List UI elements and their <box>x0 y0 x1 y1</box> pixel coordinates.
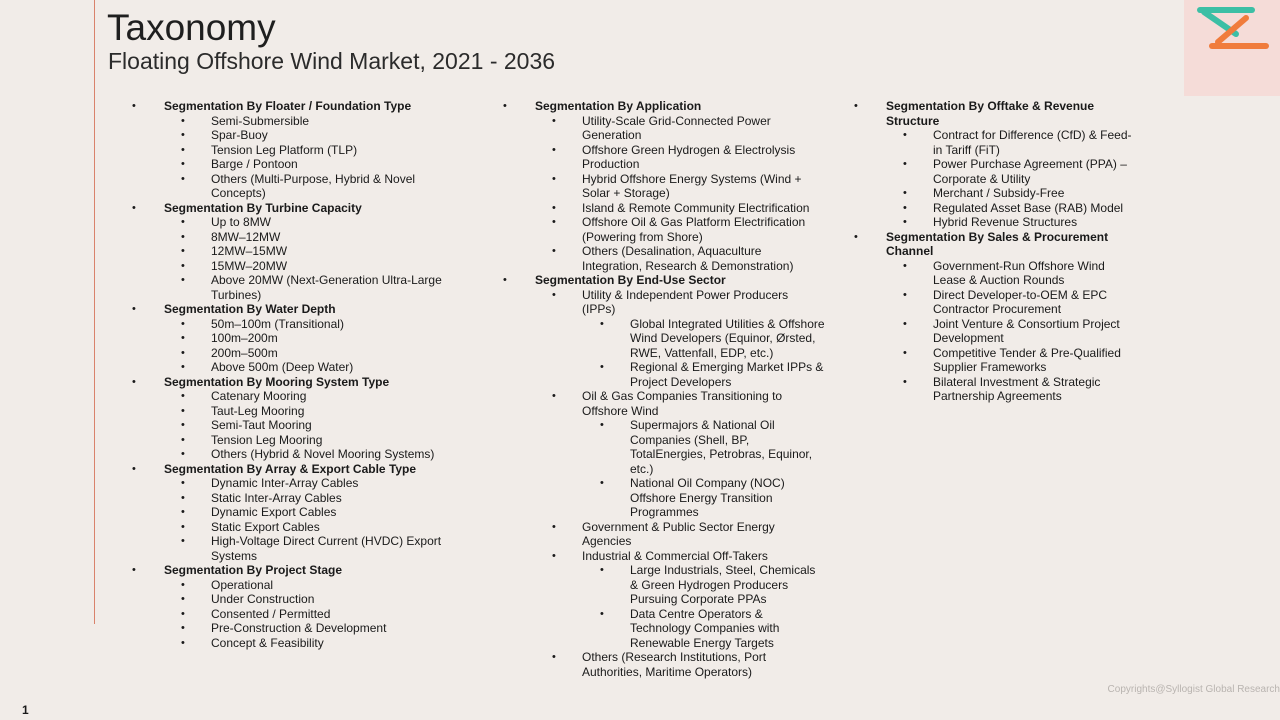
segment-item <box>164 578 470 593</box>
segment-label: • Offshore Oil & Gas Platform Electrification (Powering from Shore) <box>582 215 806 244</box>
segment-item <box>164 404 470 419</box>
sub-segment-list <box>582 563 841 650</box>
segment-label: • 12MW–15MW <box>211 244 288 258</box>
sub-segment-list <box>582 317 841 390</box>
segment-label: • Industrial & Commercial Off-Takers <box>582 548 768 563</box>
segment-list <box>164 215 470 302</box>
segment-list <box>535 114 841 274</box>
segment-list <box>164 389 470 462</box>
section-list <box>501 99 841 679</box>
segment-label: • Utility-Scale Grid-Connected Power Generation <box>582 113 771 142</box>
section-list <box>852 99 1152 404</box>
segment-item <box>164 534 470 563</box>
segment-label: • Oil & Gas Companies Transitioning to Offshore Wind <box>582 389 783 418</box>
section-heading: • Segmentation By Water Depth <box>164 302 336 316</box>
segment-label: • Power Purchase Agreement (PPA) – Corporate & Utility <box>933 157 1127 186</box>
section-heading: • Segmentation By Project Stage <box>164 563 343 577</box>
segment-item <box>535 244 841 273</box>
segment-item <box>164 143 470 158</box>
segment-item <box>535 172 841 201</box>
section-item <box>130 201 470 303</box>
sub-segment-item <box>582 317 841 361</box>
segment-item <box>164 592 470 607</box>
segment-item <box>535 201 841 216</box>
segment-label: • Others (Research Institutions, Port Authorities, Maritime Operators) <box>582 650 767 679</box>
segment-item <box>164 491 470 506</box>
segment-label: • Tension Leg Platform (TLP) <box>211 142 358 157</box>
segment-item <box>164 360 470 375</box>
sub-segment-label: • Data Centre Operators & Technology Companies with Renewable Energy Targets <box>630 606 780 650</box>
segment-label: • High-Voltage Direct Current (HVDC) Export Systems <box>211 534 442 563</box>
segment-label: • Static Export Cables <box>211 519 320 534</box>
section-heading: • Segmentation By Mooring System Type <box>164 374 390 389</box>
segment-item <box>886 201 1152 216</box>
sub-segment-item <box>582 563 841 607</box>
section-heading: • Segmentation By Sales & Procurement Channel <box>886 229 1109 258</box>
segment-label: • 200m–500m <box>211 345 278 360</box>
segment-list <box>535 288 841 680</box>
segment-item <box>164 505 470 520</box>
sub-segment-item <box>582 476 841 520</box>
segment-list <box>164 578 470 651</box>
section-item <box>130 99 470 201</box>
segment-item <box>164 418 470 433</box>
segment-item <box>886 346 1152 375</box>
segment-label: • Contract for Difference (CfD) & Feed-in Tariff (FiT) <box>933 128 1132 157</box>
segment-label: • Bilateral Investment & Strategic Partnership Agreements <box>933 374 1101 403</box>
segment-item <box>164 433 470 448</box>
segment-label: • Above 20MW (Next-Generation Ultra-Large Turbines) <box>211 273 442 302</box>
segment-item <box>164 389 470 404</box>
sub-segment-list <box>582 418 841 520</box>
section-item <box>852 99 1152 230</box>
segment-item <box>164 259 470 274</box>
segment-label: • Above 500m (Deep Water) <box>211 360 354 374</box>
segment-item <box>886 157 1152 186</box>
syllogist-logo-icon <box>1194 2 1272 54</box>
taxonomy-column-3 <box>852 99 1152 404</box>
segment-item <box>535 650 841 679</box>
segment-label: • Barge / Pontoon <box>211 157 298 171</box>
segment-item <box>164 346 470 361</box>
page-title: Taxonomy <box>107 7 276 48</box>
segment-item <box>164 621 470 636</box>
section-list <box>130 99 470 650</box>
section-heading: • Segmentation By Floater / Foundation Type <box>164 99 412 113</box>
segment-item <box>164 157 470 172</box>
segment-label: • Consented / Permitted <box>211 606 331 621</box>
segment-label: • Competitive Tender & Pre-Qualified Supplier Frameworks <box>933 345 1121 374</box>
segment-label: • Dynamic Inter-Array Cables <box>211 476 359 490</box>
segment-item <box>886 215 1152 230</box>
segment-label: • 100m–200m <box>211 331 278 345</box>
logo-container <box>1184 0 1280 96</box>
segment-item <box>164 636 470 651</box>
sub-segment-label: • Supermajors & National Oil Companies (Shell, BP, TotalEnergies, Petrobras, Equinor, etc.) <box>630 418 813 476</box>
segment-item <box>164 215 470 230</box>
sub-segment-label: • National Oil Company (NOC) Offshore Energy Transition Programmes <box>630 476 785 519</box>
segment-label: • Hybrid Revenue Structures <box>933 215 1078 229</box>
segment-item <box>535 215 841 244</box>
segment-label: • Direct Developer-to-OEM & EPC Contractor Procurement <box>933 287 1108 316</box>
segment-label: • Spar-Buoy <box>211 128 268 142</box>
section-item <box>130 462 470 564</box>
segment-label: • Concept & Feasibility <box>211 635 324 650</box>
segment-label: • Semi-Submersible <box>211 113 310 128</box>
segment-item <box>164 244 470 259</box>
segment-item <box>535 549 841 651</box>
segment-item <box>164 128 470 143</box>
segment-label: • Others (Hybrid & Novel Mooring Systems) <box>211 447 435 461</box>
segment-label: • Government-Run Offshore Wind Lease & Auction Rounds <box>933 258 1105 287</box>
segment-list <box>164 476 470 563</box>
segment-item <box>535 143 841 172</box>
segment-item <box>164 331 470 346</box>
segment-label: • Joint Venture & Consortium Project Development <box>933 316 1120 345</box>
segment-item <box>886 288 1152 317</box>
segment-item <box>164 476 470 491</box>
sub-segment-item <box>582 607 841 651</box>
section-item <box>501 273 841 679</box>
segment-item <box>886 317 1152 346</box>
page-subtitle: Floating Offshore Wind Market, 2021 - 2036 <box>108 48 556 74</box>
segment-label: • Island & Remote Community Electrification <box>582 200 810 215</box>
segment-label: • Operational <box>211 577 274 592</box>
segment-label: • Hybrid Offshore Energy Systems (Wind + Solar + Storage) <box>582 171 802 200</box>
section-heading: • Segmentation By Array & Export Cable Type <box>164 461 417 476</box>
segment-item <box>164 114 470 129</box>
section-heading: • Segmentation By Application <box>535 99 702 113</box>
sub-segment-label: • Regional & Emerging Market IPPs & Project Developers <box>630 360 824 389</box>
segment-label: • Pre-Construction & Development <box>211 621 387 635</box>
segment-item <box>535 520 841 549</box>
segment-label: • Under Construction <box>211 592 315 606</box>
section-item <box>130 375 470 462</box>
segment-label: • Up to 8MW <box>211 215 272 229</box>
accent-divider <box>94 0 95 624</box>
segment-item <box>164 447 470 462</box>
segment-item <box>535 114 841 143</box>
segment-label: • Regulated Asset Base (RAB) Model <box>933 200 1124 215</box>
segment-label: • Offshore Green Hydrogen & Electrolysis Production <box>582 142 796 171</box>
section-item <box>501 99 841 273</box>
segment-item <box>535 288 841 390</box>
segment-label: • Catenary Mooring <box>211 389 307 403</box>
segment-label: • Merchant / Subsidy-Free <box>933 186 1065 200</box>
segment-label: • Tension Leg Mooring <box>211 432 323 447</box>
segment-label: • 15MW–20MW <box>211 258 288 273</box>
sub-segment-item <box>582 360 841 389</box>
section-heading: • Segmentation By Offtake & Revenue Structure <box>886 99 1095 128</box>
segment-item <box>535 389 841 520</box>
segment-list <box>886 128 1152 230</box>
segment-label: • Semi-Taut Mooring <box>211 418 312 432</box>
segment-label: • 8MW–12MW <box>211 229 281 244</box>
segment-label: • 50m–100m (Transitional) <box>211 316 344 331</box>
segment-label: • Others (Desalination, Aquaculture Integration, Research & Demonstration) <box>582 244 794 273</box>
segment-item <box>164 273 470 302</box>
segment-list <box>164 317 470 375</box>
section-item <box>852 230 1152 404</box>
segment-label: • Taut-Leg Mooring <box>211 403 305 418</box>
page-number: 1 <box>22 703 29 717</box>
segment-label: • Government & Public Sector Energy Agencies <box>582 519 775 548</box>
segment-item <box>886 128 1152 157</box>
taxonomy-column-2 <box>501 99 841 679</box>
segment-item <box>886 259 1152 288</box>
segment-item <box>164 520 470 535</box>
copyright-text: Copyrights@Syllogist Global Research <box>1107 684 1280 695</box>
sub-segment-label: • Global Integrated Utilities & Offshore Wind Developers (Equinor, Ørsted, RWE, Vattenfall, EDP, etc.) <box>630 316 825 360</box>
section-item <box>130 302 470 375</box>
section-heading: • Segmentation By Turbine Capacity <box>164 200 362 215</box>
segment-item <box>164 230 470 245</box>
sub-segment-label: • Large Industrials, Steel, Chemicals & Green Hydrogen Producers Pursuing Corporate PPAs <box>630 563 816 606</box>
section-item <box>130 563 470 650</box>
segment-item <box>164 317 470 332</box>
segment-label: • Others (Multi-Purpose, Hybrid & Novel Concepts) <box>211 171 416 200</box>
segment-label: • Dynamic Export Cables <box>211 505 337 519</box>
segment-label: • Utility & Independent Power Producers (IPPs) <box>582 287 789 316</box>
segment-item <box>886 186 1152 201</box>
section-heading: • Segmentation By End-Use Sector <box>535 273 726 287</box>
sub-segment-item <box>582 418 841 476</box>
segment-list <box>886 259 1152 404</box>
segment-label: • Static Inter-Array Cables <box>211 490 342 505</box>
segment-item <box>164 607 470 622</box>
segment-item <box>164 172 470 201</box>
taxonomy-column-1 <box>130 99 470 650</box>
segment-list <box>164 114 470 201</box>
segment-item <box>886 375 1152 404</box>
